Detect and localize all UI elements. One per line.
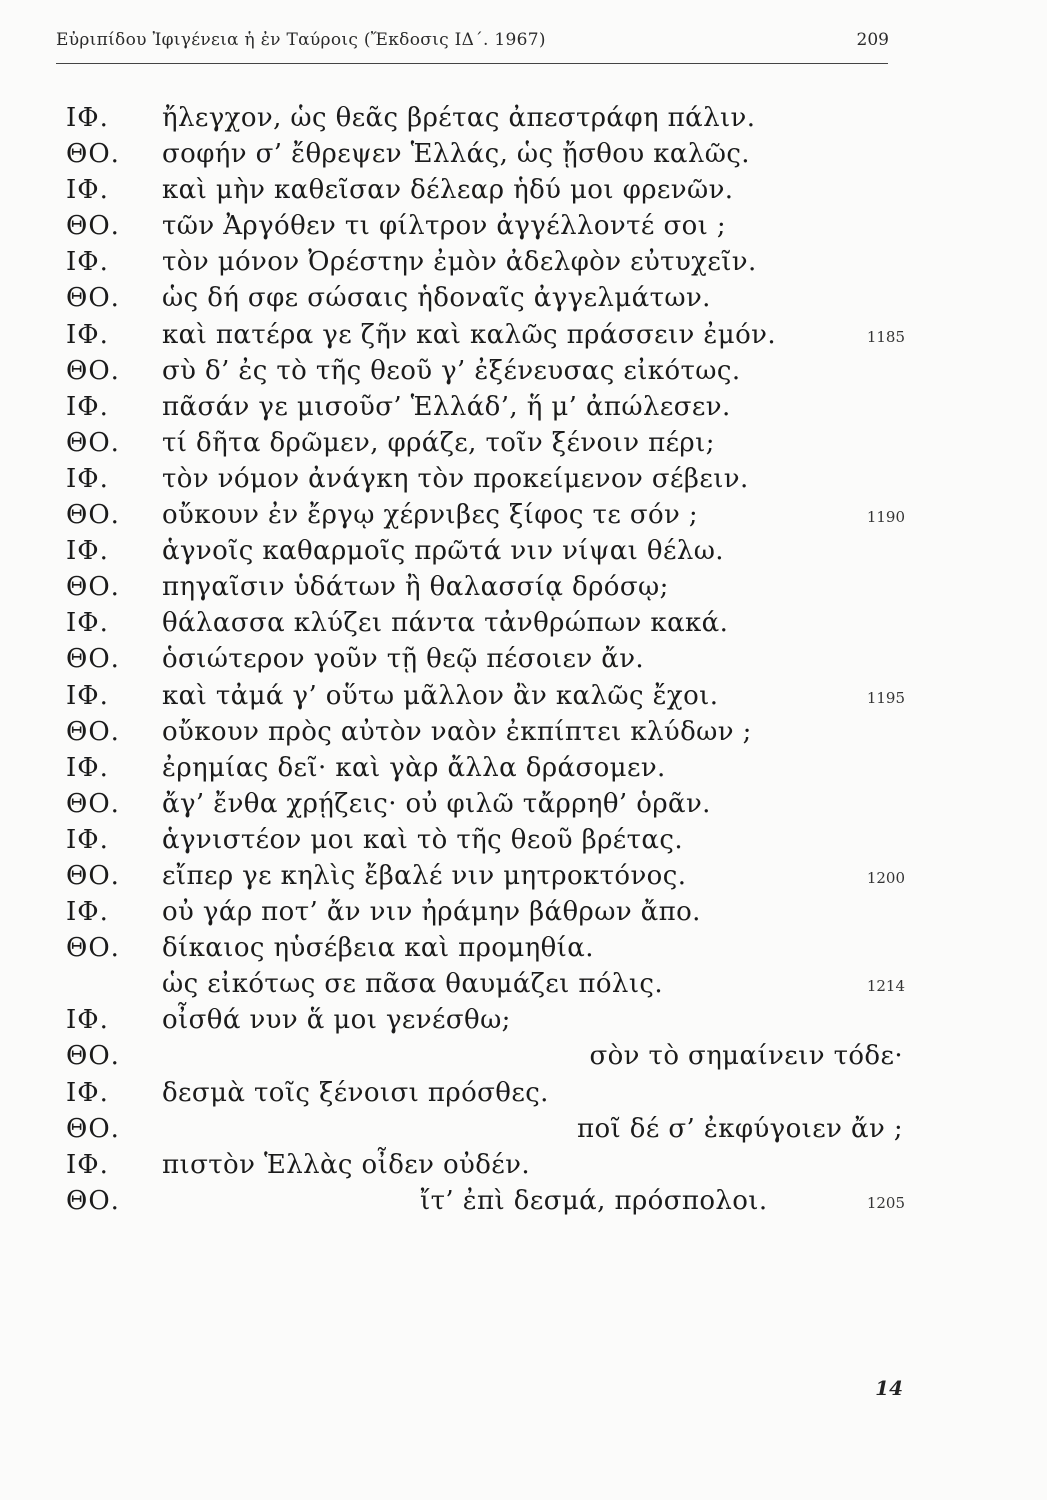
verse-text: ἁγνοῖς καθαρμοῖς πρῶτά νιν νίψαι θέλω. <box>162 536 724 567</box>
speaker-label: ΙΦ. <box>66 103 109 133</box>
verse-line <box>0 641 1047 677</box>
verse-line <box>0 822 1047 858</box>
verse-text: ὁσιώτερον γοῦν τῇ θεῷ πέσοιεν ἄν. <box>162 644 645 675</box>
verse-text: ἐρημίας δεῖ· καὶ γὰρ ἄλλα δράσομεν. <box>162 752 666 783</box>
verse-line <box>0 172 1047 208</box>
speaker-label: ΘΟ. <box>66 788 120 819</box>
verse-line <box>0 1111 1047 1147</box>
verse-text: τὸν μόνον Ὀρέστην ἐμὸν ἀδελφὸν εὐτυχεῖν. <box>162 247 757 278</box>
line-number: 1195 <box>866 688 905 707</box>
verse-line <box>0 533 1047 569</box>
speaker-label: ΘΟ. <box>66 283 120 314</box>
speaker-label: ΙΦ. <box>66 1005 109 1036</box>
speaker-label: ΘΟ. <box>66 1041 120 1072</box>
line-number: 1214 <box>866 977 905 996</box>
verse-line <box>0 966 1047 1002</box>
speaker-label: ΘΟ. <box>66 500 120 531</box>
speaker-label: ΘΟ. <box>66 860 120 891</box>
verse-line <box>0 894 1047 930</box>
verse-text: ἄγ’ ἔνθα χρῄζεις· οὐ φιλῶ τἄρρηθ’ ὁρᾶν. <box>162 788 711 819</box>
verse-line <box>0 605 1047 641</box>
speaker-label: ΙΦ. <box>66 247 109 278</box>
verse-line <box>0 714 1047 750</box>
verse-text: ἤλεγχον, ὡς θεᾶς βρέτας ἀπεστράφη πάλιν. <box>162 103 756 133</box>
speaker-label: ΘΟ. <box>66 572 120 603</box>
verse-line <box>0 678 1047 714</box>
speaker-label: ΘΟ. <box>66 933 120 964</box>
line-number: 1200 <box>866 868 905 887</box>
verse-line <box>0 1002 1047 1038</box>
verse-line <box>0 425 1047 461</box>
verse-text: εἴπερ γε κηλὶς ἔβαλέ νιν μητροκτόνος. <box>162 860 687 891</box>
verse-text: θάλασσα κλύζει πάντα τἀνθρώπων κακά. <box>162 608 729 639</box>
verse-text: τὸν νόμον ἀνάγκη τὸν προκείμενον σέβειν. <box>162 463 749 494</box>
verse-line <box>0 786 1047 822</box>
running-head: Εὐριπίδου Ἰφιγένεια ἡ ἐν Ταύροις (Ἔκδοσις ΙΔ΄. 1967) <box>56 30 546 50</box>
verse-line <box>0 1147 1047 1183</box>
page-number: 209 <box>856 30 889 50</box>
verse-line <box>0 244 1047 280</box>
verse-text: πηγαῖσιν ὑδάτων ἢ θαλασσίᾳ δρόσῳ; <box>162 572 669 603</box>
speaker-label: ΙΦ. <box>66 391 109 422</box>
verse-text: τί δῆτα δρῶμεν, φράζε, τοῖν ξένοιν πέρι; <box>162 427 715 458</box>
speaker-label: ΙΦ. <box>66 897 109 928</box>
verse-text: πιστὸν Ἑλλὰς οἶδεν οὐδέν. <box>162 1149 531 1180</box>
verse-text: καὶ πατέρα γε ζῆν καὶ καλῶς πράσσειν ἐμόν. <box>162 319 776 350</box>
verse-text: οὔκουν ἐν ἔργῳ χέρνιβες ξίφος τε σόν ; <box>162 500 699 531</box>
verse-line <box>0 1038 1047 1074</box>
speaker-label: ΙΦ. <box>66 824 109 855</box>
verse-text: ὡς εἰκότως σε πᾶσα θαυμάζει πόλις. <box>162 969 664 1000</box>
verse-line <box>0 208 1047 244</box>
verse-text: οἶσθά νυν ἅ μοι γενέσθω; <box>162 1005 511 1036</box>
verse-text: δεσμὰ τοῖς ξένοισι πρόσθες. <box>162 1077 549 1108</box>
verse-line <box>0 136 1047 172</box>
speaker-label: ΙΦ. <box>66 175 109 206</box>
speaker-label: ΙΦ. <box>66 1077 109 1108</box>
verse-text: σὺ δ’ ἐς τὸ τῆς θεοῦ γ’ ἐξένευσας εἰκότως. <box>162 355 741 386</box>
speaker-label: ΙΦ. <box>66 1149 109 1180</box>
verse-line <box>0 280 1047 316</box>
speaker-label: ΙΦ. <box>66 680 109 711</box>
verse-text: δίκαιος ηὑσέβεια καὶ προμηθία. <box>162 933 594 964</box>
line-number: 1185 <box>866 327 905 346</box>
verse-line <box>0 353 1047 389</box>
speaker-label: ΙΦ. <box>66 608 109 639</box>
verse-line <box>0 1183 1047 1219</box>
speaker-label: ΘΟ. <box>66 427 120 458</box>
speaker-label: ΙΦ. <box>66 752 109 783</box>
speaker-label: ΘΟ. <box>66 139 120 170</box>
verse-text: καὶ τἀμά γ’ οὕτω μᾶλλον ἂν καλῶς ἔχοι. <box>162 680 719 711</box>
verse-line <box>0 569 1047 605</box>
verse-list <box>0 100 1047 1219</box>
speaker-label: ΙΦ. <box>66 319 109 350</box>
line-number: 1190 <box>866 508 905 527</box>
verse-text: ἁγνιστέον μοι καὶ τὸ τῆς θεοῦ βρέτας. <box>162 824 683 855</box>
verse-text: ὡς δή σφε σώσαις ἡδοναῖς ἀγγελμάτων. <box>162 283 711 314</box>
verse-text: πᾶσάν γε μισοῦσ’ Ἑλλάδ’, ἥ μ’ ἀπώλεσεν. <box>162 391 731 422</box>
verse-text: οὔκουν πρὸς αὐτὸν ναὸν ἐκπίπτει κλύδων ; <box>162 716 752 747</box>
speaker-label: ΘΟ. <box>66 716 120 747</box>
speaker-label: ΙΦ. <box>66 536 109 567</box>
verse-text: σὸν τὸ σημαίνειν τόδε· <box>589 1041 903 1072</box>
speaker-label: ΘΟ. <box>66 355 120 386</box>
verse-text: καὶ μὴν καθεῖσαν δέλεαρ ἡδύ μοι φρενῶν. <box>162 175 734 206</box>
verse-line <box>0 1075 1047 1111</box>
verse-text: οὐ γάρ ποτ’ ἄν νιν ἠράμην βάθρων ἄπο. <box>162 897 701 928</box>
verse-line <box>0 100 1047 136</box>
speaker-label: ΘΟ. <box>66 1113 120 1144</box>
verse-text: τῶν Ἀργόθεν τι φίλτρον ἀγγέλλοντέ σοι ; <box>162 211 727 242</box>
header-rule <box>56 63 888 64</box>
verse-text: ποῖ δέ σ’ ἐκφύγοιεν ἄν ; <box>577 1113 903 1144</box>
verse-line <box>0 858 1047 894</box>
verse-line <box>0 497 1047 533</box>
verse-line <box>0 750 1047 786</box>
verse-line <box>0 461 1047 497</box>
verse-line <box>0 389 1047 425</box>
signature-mark: 14 <box>875 1376 903 1400</box>
verse-text: ἴτ’ ἐπὶ δεσμά, πρόσπολοι. <box>420 1185 768 1216</box>
speaker-label: ΘΟ. <box>66 1185 120 1216</box>
speaker-label: ΘΟ. <box>66 211 120 242</box>
verse-line <box>0 317 1047 353</box>
speaker-label: ΙΦ. <box>66 463 109 494</box>
speaker-label: ΘΟ. <box>66 644 120 675</box>
verse-text: σοφήν σ’ ἔθρεψεν Ἑλλάς, ὡς ᾔσθου καλῶς. <box>162 139 750 170</box>
line-number: 1205 <box>866 1193 905 1212</box>
verse-line <box>0 930 1047 966</box>
